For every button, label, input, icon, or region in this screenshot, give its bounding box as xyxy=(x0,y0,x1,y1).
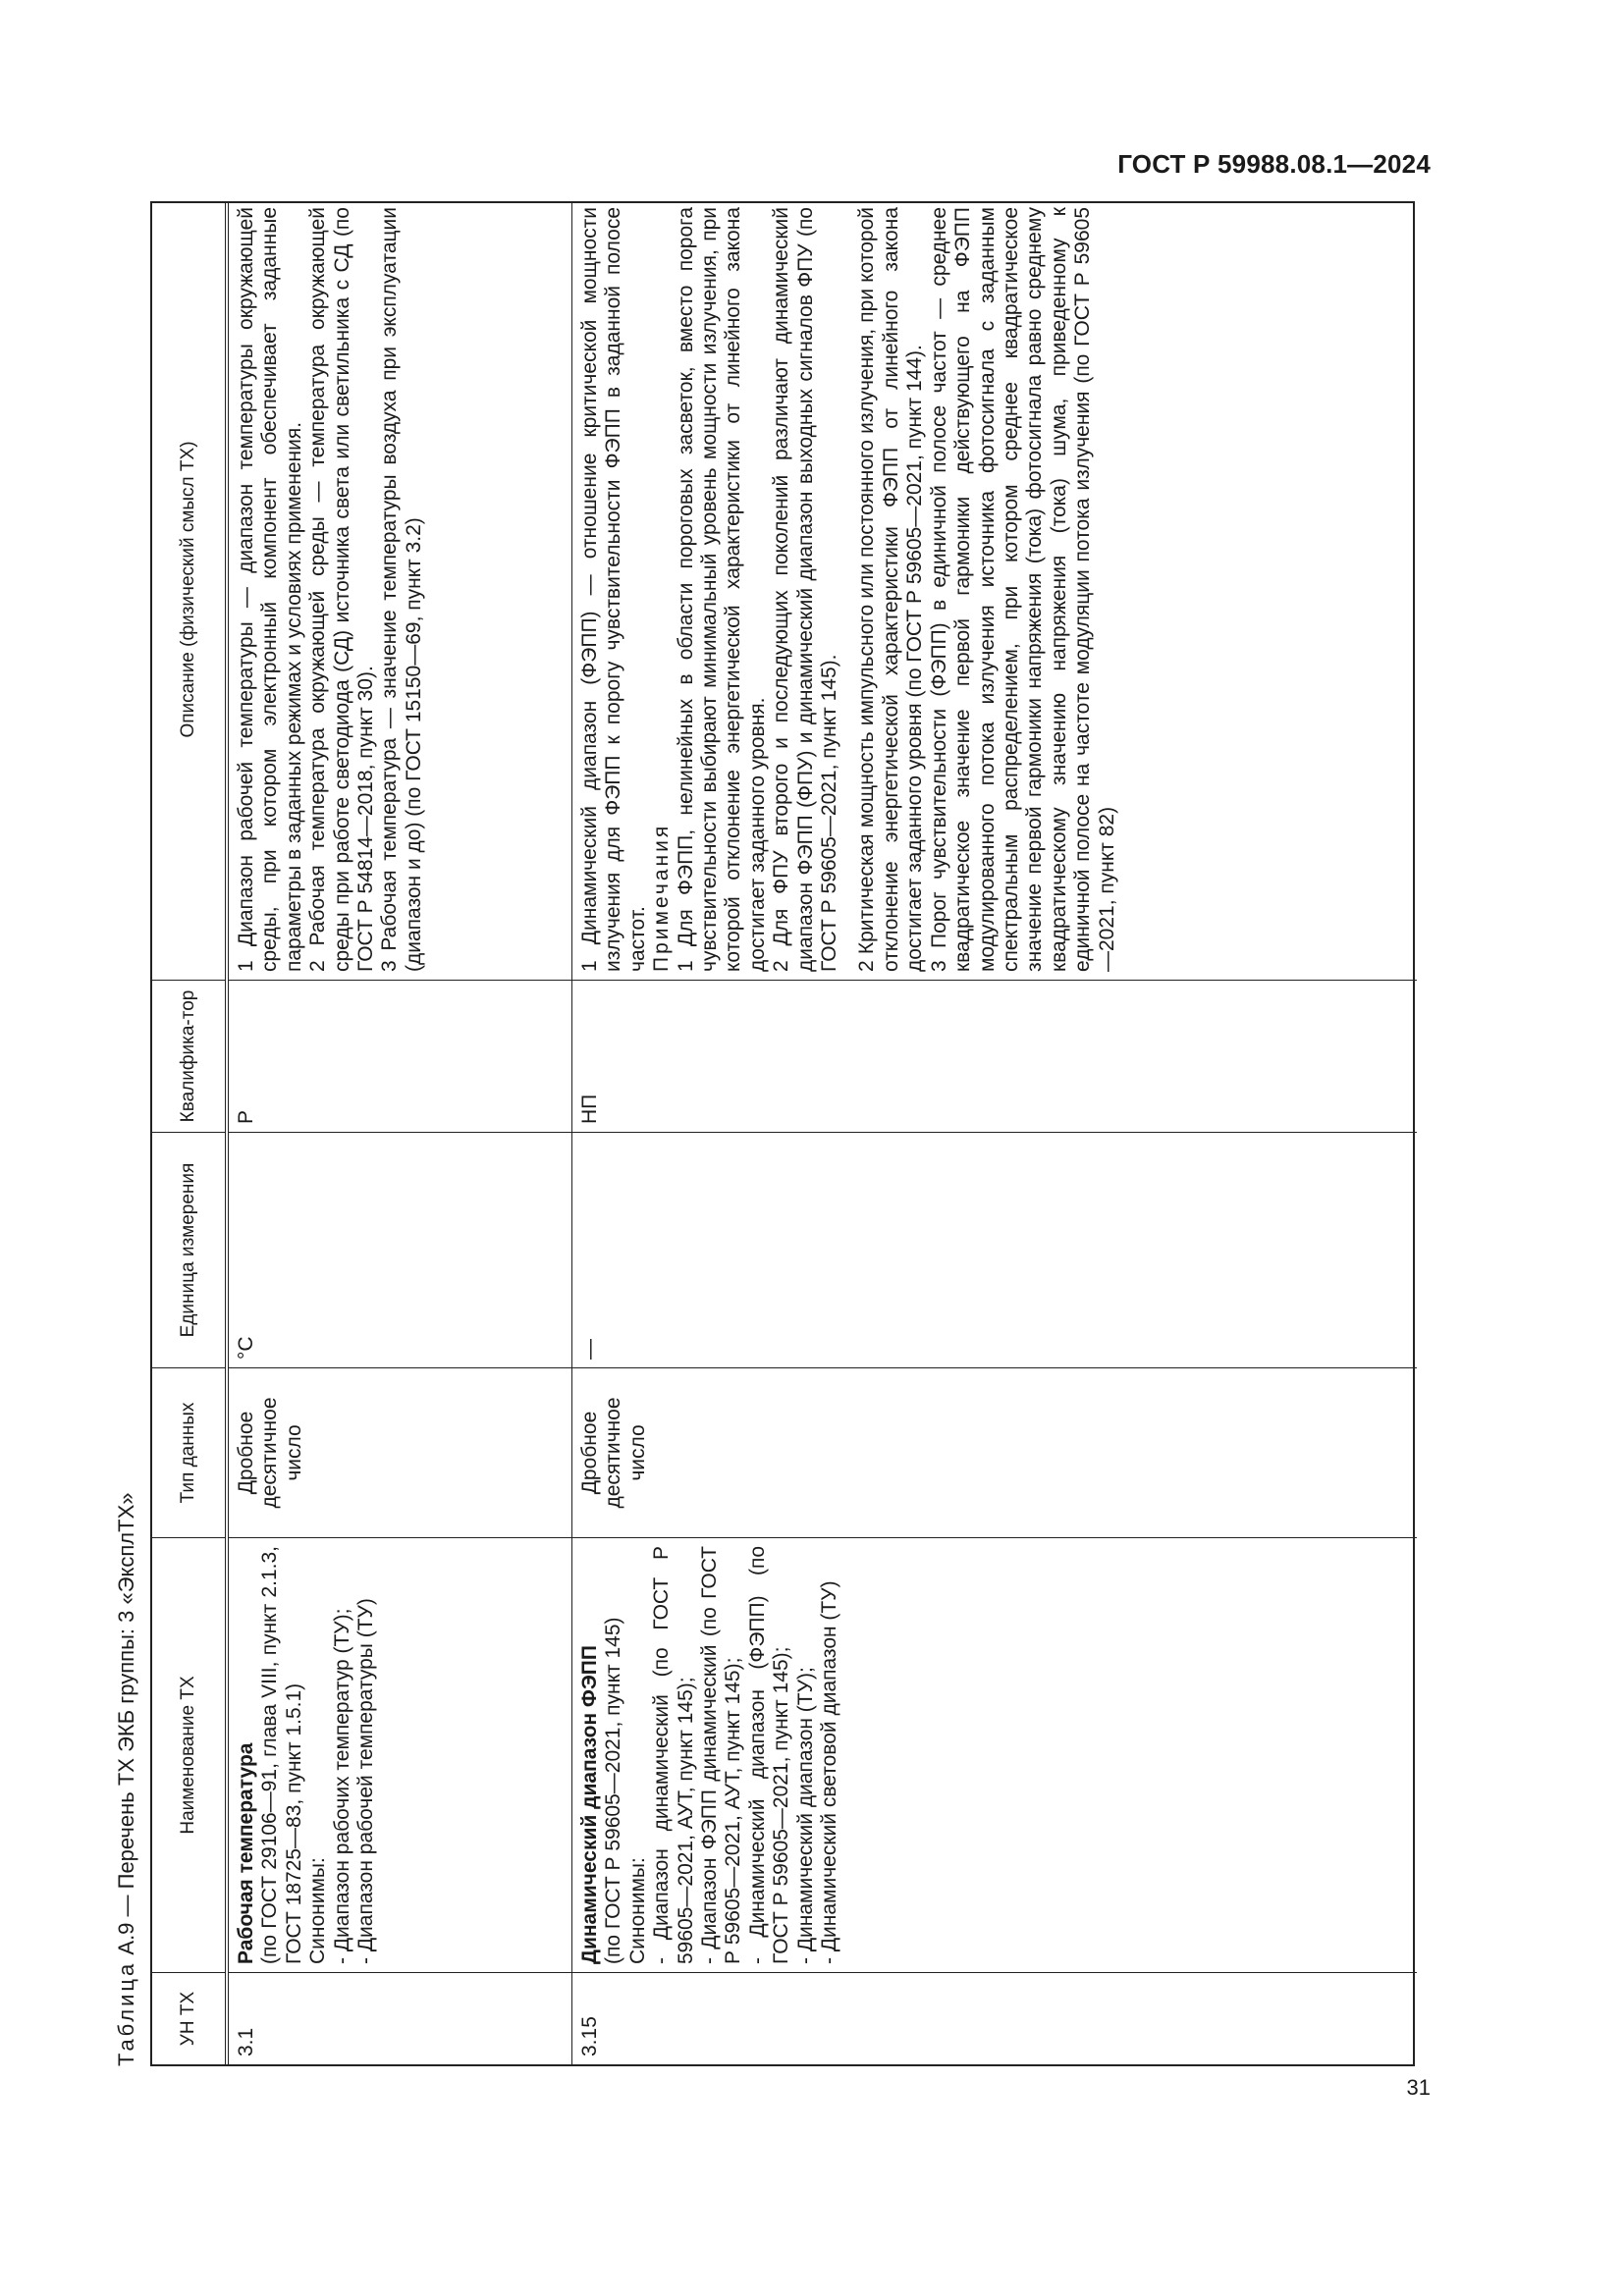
row-qualifier: Р xyxy=(229,980,571,1132)
standard-number: ГОСТ Р 59988.08.1—2024 xyxy=(1117,149,1431,179)
note-paragraph: 1 Для ФЭПП, нелинейных в области пороговых засветок, вместо порога чувствительности выбирают минимальный уровень мощности излучения, при которой отклонение энергетической характеристики от линейного закона достигает заданного уровня. xyxy=(674,207,769,972)
description-paragraph: 1 Диапазон рабочей температуры — диапазон температуры окружающей среды, при котором электронный компонент обеспечивает заданные параметры в заданных режимах и условиях применения. xyxy=(235,207,305,972)
row-id: 3.15 xyxy=(572,1972,1417,2064)
row-data-type: Дробное десятичное число xyxy=(572,1367,1417,1537)
row-name-title: Рабочая температура xyxy=(235,1742,257,1964)
row-name-line: - Диапазон динамический (по ГОСТ Р 59605—2021, АУТ, пункт 145); xyxy=(650,1546,697,1964)
data-table xyxy=(150,201,1415,2066)
row-name-title: Динамический диапазон ФЭПП xyxy=(578,1645,601,1964)
row-name xyxy=(572,1537,1417,1972)
header-name: Наименование ТХ xyxy=(152,1537,225,1972)
table-row xyxy=(572,203,1417,2064)
row-name xyxy=(229,1537,571,1972)
row-name-line: - Динамический диапазон (ТУ); xyxy=(793,1667,817,1964)
row-name-line: - Динамический диапазон (ФЭПП) (по ГОСТ Р 59605—2021, пункт 145); xyxy=(745,1546,793,1964)
row-unit: — xyxy=(572,1132,1417,1367)
description-paragraph: 1 Динамический диапазон (ФЭПП) — отношение критической мощности излучения для ФЭПП к порогу чувствительности ФЭПП в заданной полосе частот. xyxy=(578,207,649,972)
row-description xyxy=(229,199,571,980)
row-qualifier: НП xyxy=(572,980,1417,1132)
table-header xyxy=(152,203,229,2064)
row-name-line: Синонимы: xyxy=(625,1857,649,1964)
page-number: 31 xyxy=(1406,2075,1431,2100)
description-paragraph: 2 Рабочая температура окружающей среды — температура окружающей среды при работе светодиода (СД) источника света или светильника с СД (по ГОСТ Р 54814—2018, пункт 30). xyxy=(306,207,378,972)
header-unit: Единица измерения xyxy=(152,1132,225,1367)
row-description xyxy=(572,199,1417,980)
description-paragraph: 3 Порог чувствительности (ФЭПП) в единичной полосе частот — среднее квадратическое значение первой гармоники действующего на ФЭПП модулированного потока излучения источника фотосигнала с заданным спектральным распределением, при котором среднее квадратическое значение первой гармоники напряжения (тока) фотосигнала равно среднему квадратическому значению напряжения (тока) шума, приведенному к единичной полосе на частоте модуляции потока излучения (по ГОСТ Р 59605—2021, пункт 82) xyxy=(927,207,1118,972)
header-data-type: Тип данных xyxy=(152,1367,225,1537)
rotated-table-area xyxy=(111,201,1407,2066)
header-qualifier: Квалифика-тор xyxy=(152,980,225,1132)
table-caption xyxy=(114,1493,139,2067)
caption-prefix: Таблица xyxy=(114,1960,138,2066)
row-name-line: Синонимы: xyxy=(306,1857,330,1964)
note-heading: Примечания xyxy=(650,823,674,972)
row-name-line: - Диапазон ФЭПП динамический (по ГОСТ Р 59605—2021, АУТ, пункт 145); xyxy=(698,1546,745,1964)
description-paragraph: 3 Рабочая температура — значение температуры воздуха при эксплуатации (диапазон и до) (по ГОСТ 15150—69, пункт 3.2) xyxy=(378,207,425,972)
note-paragraph: 2 Для ФПУ второго и последующих поколений различают динамический диапазон ФЭПП (ФПУ) и динамический диапазон выходных сигналов ФПУ (по ГОСТ Р 59605—2021, пункт 145). xyxy=(770,207,841,972)
row-data-type: Дробное десятичное число xyxy=(229,1367,571,1537)
caption-text: А.9 — Перечень ТХ ЭКБ группы: 3 «ЭксплТХ» xyxy=(114,1492,138,1955)
row-unit: °С xyxy=(229,1132,571,1367)
row-id: 3.1 xyxy=(229,1972,571,2064)
header-description: Описание (физический смысл ТХ) xyxy=(178,441,198,738)
row-name-line: (по ГОСТ 29106—91, глава VIII, пункт 2.1.3, ГОСТ 18725—83, пункт 1.5.1) xyxy=(258,1546,305,1964)
row-name-line: - Диапазон рабочей температуры (ТУ) xyxy=(354,1598,378,1964)
description-paragraph: 2 Критическая мощность импульсного или постоянного излучения, при которой отклонение энергетической характеристики ФЭПП от линейного закона достигает заданного уровня (по ГОСТ Р 59605—2021, пункт 144). xyxy=(855,207,927,972)
row-name-line: - Диапазон рабочих температур (ТУ); xyxy=(330,1608,353,1964)
row-name-line: (по ГОСТ Р 59605—2021, пункт 145) xyxy=(602,1617,625,1964)
row-name-line: - Динамический световой диапазон (ТУ) xyxy=(818,1580,841,1964)
table-row xyxy=(229,203,572,2064)
header-id: УН ТХ xyxy=(152,1972,225,2064)
